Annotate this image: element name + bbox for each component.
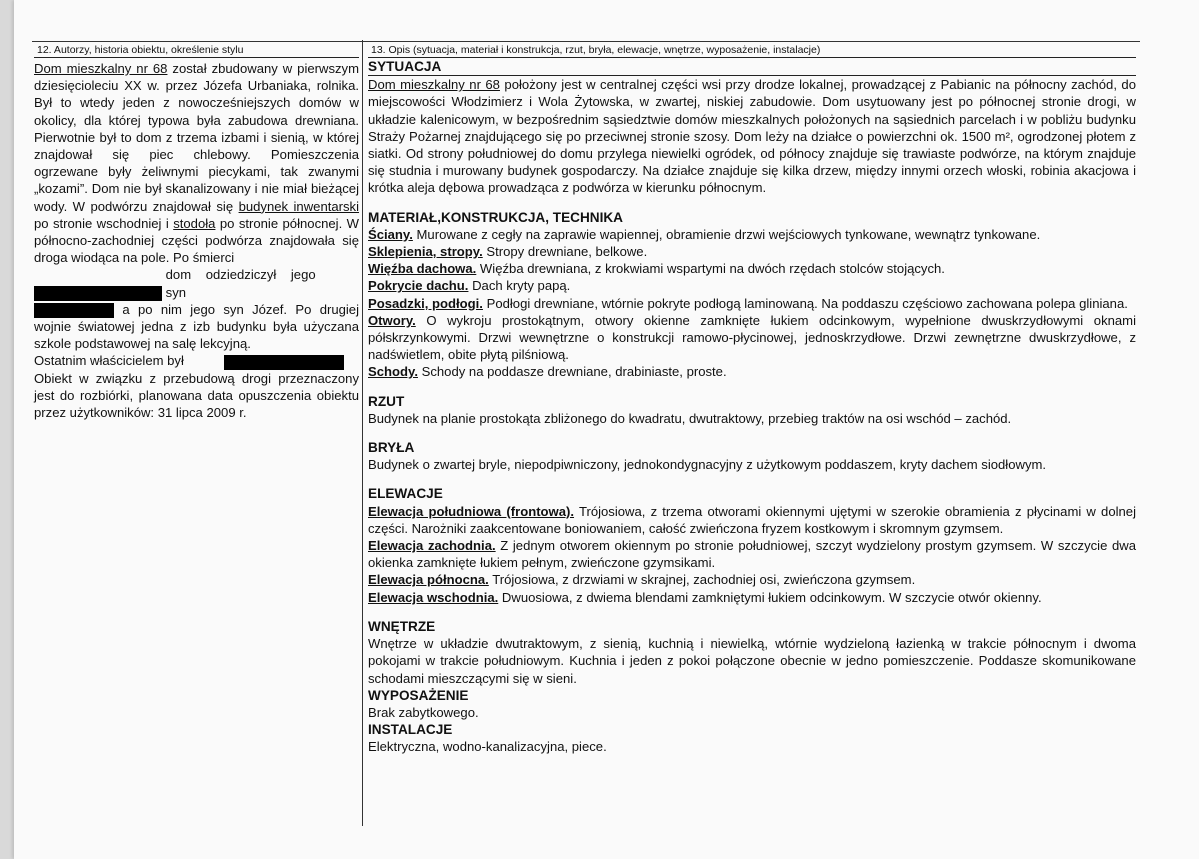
- history-part-b: po stronie wschodniej i: [34, 215, 174, 231]
- material-item: [368, 295, 1136, 312]
- item-label: Elewacja północna.: [368, 572, 489, 588]
- item-label: Elewacja południowa (frontowa).: [368, 503, 575, 519]
- rzut-text: Budynek na planie prostokąta zbliżonego do kwadratu, dwutraktowy, przebieg traktów na osi wschód – zachód.: [368, 410, 1012, 426]
- item-label: Otwory.: [368, 312, 416, 328]
- top-rule: [32, 41, 1140, 42]
- sytuacja-title: SYTUACJA: [368, 58, 1136, 76]
- item-text: Dach kryty papą.: [468, 278, 571, 294]
- item-text: Stropy drewniane, belkowe.: [482, 244, 648, 260]
- item-text: Więźba drewniana, z krokwiami wspartymi na dwóch rzędach stolców stojących.: [476, 261, 945, 277]
- elewacje-item: [368, 571, 1136, 588]
- redaction-3: [224, 355, 344, 370]
- item-label: Więźba dachowa.: [368, 261, 477, 277]
- history-part-f: Ostatnim właścicielem był: [34, 353, 184, 369]
- item-text: Trójosiowa, z drzwiami w skrajnej, zachodniej osi, zwieńczona gzymsem.: [488, 572, 916, 588]
- item-label: Schody.: [368, 364, 418, 380]
- bryla-text: Budynek o zwartej bryle, niepodpiwniczony, jednokondygnacyjny z użytkowym poddaszem, kryty dachem siodłowym.: [368, 457, 1047, 473]
- right-column: [368, 44, 1136, 756]
- redaction-1: [34, 286, 162, 301]
- column-divider: [362, 40, 363, 826]
- inventory-building: budynek inwentarski: [238, 198, 360, 214]
- item-label: Posadzki, podłogi.: [368, 295, 483, 311]
- item-text: O wykroju prostokątnym, otwory okienne zamknięte łukiem odcinkowym, wypełnione dwuskrzydłowymi oknami półskrzynkowymi. Drzwi wewnętrzne o konstrukcji ramowo-płycinowej, jednoskrzydłowe. Drzwi zewnętrzne dwuskrzydłowe, z nadświetlem, obite płytą pilśniową.: [368, 312, 1136, 363]
- wnetrze-title: WNĘTRZE: [368, 618, 436, 634]
- left-header: 12. Autorzy, historia obiektu, określenie stylu: [34, 44, 359, 58]
- sytuacja-body: położony jest w centralnej części wsi przy drodze lokalnej, prowadzącej z Pabianic na północny zachód, do miejscowości Włodzimierz i Wola Żytowska, w zwartej, niskiej zabudowie. Dom usytuowany jest po północnej stronie drogi, w układzie kalenicowym, w bezpośrednim sąsiedztwie domów mieszkalnych położonych na sąsiednich parcelach i w pobliżu budynku Straży Pożarnej znajdującego się po przeciwnej stronie szosy. Dom leży na działce o powierzchni ok. 1500 m², ogrodzonej płotem z siatki. Od strony południowej do domu przylega niewielki ogródek, od północy znajduje się trawiaste podwórze, na którym znajduje się studnia i murowany budynek gospodarczy. Na działce znajduje się kilka drzew, między innymi orzech włoski, robinia akacjowa i krótka aleja dębowa prowadząca z podwórza w kierunku północnym.: [368, 77, 1136, 196]
- history-text: [34, 60, 359, 421]
- elewacje-item: [368, 589, 1136, 606]
- material-item: [368, 363, 1136, 380]
- right-header: 13. Opis (sytuacja, materiał i konstrukcja, rzut, bryła, elewacje, wnętrze, wyposażenie, instalacje): [368, 44, 1136, 58]
- material-list: [368, 226, 1136, 381]
- history-part-e: a po nim jego syn Józef. Po drugiej wojnie światowej jedna z izb budynku była użyczana szkole podstawowej na salę lekcyjną.: [34, 301, 359, 352]
- elewacje-list: [368, 503, 1136, 606]
- material-item: [368, 260, 1136, 277]
- item-label: Pokrycie dachu.: [368, 278, 469, 294]
- elewacje-item: [368, 537, 1136, 571]
- item-label: Ściany.: [368, 226, 413, 242]
- material-title: MATERIAŁ,KONSTRUKCJA, TECHNIKA: [368, 209, 624, 225]
- barn: stodoła: [173, 215, 216, 231]
- history-part-d: dom odziedziczył jego syn: [165, 267, 316, 300]
- material-item: [368, 243, 1136, 260]
- item-text: Podłogi drewniane, wtórnie pokryte podłogą laminowaną. Na poddaszu częściowo zachowana polepa gliniana.: [482, 295, 1128, 311]
- item-text: Trójosiowa, z trzema otworami okiennymi ujętymi w szerokie obramienia z płycinami w dolnej części. Narożniki zaakcentowane boniowaniem, całość zwieńczona fryzem kostkowym i skromnym gzymsem.: [368, 503, 1137, 536]
- redaction-2: [34, 303, 114, 318]
- item-text: Schody na poddasze drewniane, drabiniaste, proste.: [417, 364, 727, 380]
- elewacje-title: ELEWACJE: [368, 486, 443, 502]
- item-text: Dwuosiowa, z dwiema blendami zamkniętymi łukiem odcinkowym. W szczycie otwór okienny.: [498, 589, 1042, 605]
- material-item: [368, 226, 1136, 243]
- history-part-a: został zbudowany w pierwszym dziesięcioleciu XX w. przez Józefa Urbaniaka, rolnika. Był to wtedy jeden z nowocześniejszych domów w okolicy, dla której typowa była zabudowa drewniana. Pierwotnie był to dom z trzema izbami i sienią, w której znajdował się piec chlebowy. Pomieszczenia ogrzewane były żeliwnymi piecykami, tak zwanymi „kozami”. Dom nie był skanalizowany i nie miał bieżącej wody. W podwórzu znajdował się: [34, 61, 360, 214]
- history-part-g: Obiekt w związku z przebudową drogi przeznaczony jest do rozbiórki, planowana data opuszczenia obiektu przez użytkowników: 31 lipca 2009 r.: [34, 370, 359, 421]
- item-text: Z jednym otworem okiennym po stronie południowej, szczyt wydzielony prostym gzymsem. W szczycie dwa okienka zamknięte łukiem pełnym, zwieńczone gzymsikami.: [368, 538, 1137, 571]
- left-column: [34, 44, 359, 421]
- wnetrze-text: Wnętrze w układzie dwutraktowym, z sienią, kuchnią i niewielką, wtórnie wydzieloną łazienką w trakcie północnym i dwoma pokojami w trakcie południowym. Kuchnia i jeden z pokoi połączone obecnie w jedno pomieszczenie. Poddasze skomunikowane schodami mieszczącymi się w sieni.: [368, 636, 1136, 686]
- history-part-c: po stronie północnej. W północno-zachodniej części podwórza znajdowała się droga wiodąca na pole. Po śmierci: [34, 215, 359, 266]
- item-label: Sklepienia, stropy.: [368, 244, 483, 260]
- item-label: Elewacja zachodnia.: [368, 538, 496, 554]
- wyposazenie-text: Brak zabytkowego.: [368, 704, 479, 720]
- sytuacja-link: Dom mieszkalny nr 68: [368, 77, 500, 93]
- instalacje-title: INSTALACJE: [368, 722, 453, 738]
- elewacje-item: [368, 503, 1136, 537]
- material-item: [368, 312, 1136, 364]
- rzut-title: RZUT: [368, 393, 405, 409]
- wyposazenie-title: WYPOSAŻENIE: [368, 687, 469, 703]
- item-label: Elewacja wschodnia.: [368, 589, 499, 605]
- house-link: Dom mieszkalny nr 68: [34, 61, 168, 76]
- material-item: [368, 277, 1136, 294]
- sytuacja-text: [368, 76, 1136, 196]
- instalacje-text: Elektryczna, wodno-kanalizacyjna, piece.: [368, 739, 607, 755]
- item-text: Murowane z cegły na zaprawie wapiennej, obramienie drzwi wejściowych tynkowane, wewnątrz tynkowane.: [412, 226, 1041, 242]
- bryla-title: BRYŁA: [368, 440, 415, 456]
